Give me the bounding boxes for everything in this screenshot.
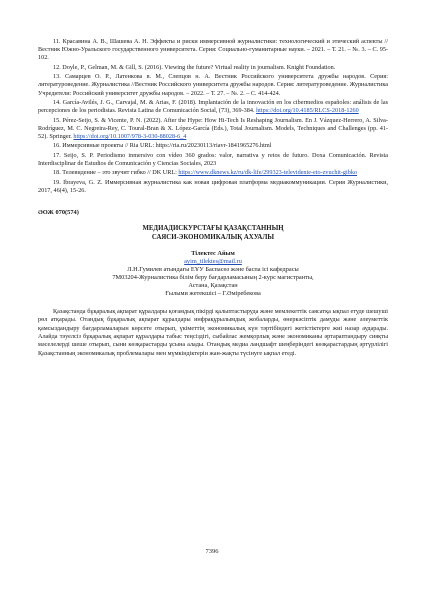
author-email-link[interactable]: ayim_tilektes@mail.ru — [184, 258, 242, 266]
abstract-paragraph: Қазақстанда бұқаралық ақпарат құралдары қоғамдық пікірді қалыптастыруда және мемлекеттік саясатқа ықпал етуде шешуші рөл атқарады. Отандық бұқаралық ақпарат құралдары инфрақұрылымдық жобаларды, өнеркәсіптік дамуды және әлеуметтік қамсыздандыру бағдарламаларын көрсете отырып, үкіметтің экономикалық күн тәртібіндегі жетістіктерге жиі назар аударады. Алайда тәуелсіз бұқаралық ақпарат құралдары табыс теңсіздігі, сыбайлас жемқорлық және экономиканы әртараптандыру сияқты мәселелерді шеше отырып, сыни көзқарастарды ұсына алады. Отандық медиа ландшафт шеңберіндегі көзқарастардың әртүрлілігі Қазақстанның экономикалық проблемалары мен мүмкіндіктерін жан-жақты түсінуге ықпал етеді. — [38, 308, 388, 357]
page-number: 7396 — [205, 548, 219, 555]
title-line: САЯСИ-ЭКОНОМИКАЛЫҚ АХУАЛЫ — [151, 234, 275, 242]
reference-item: 13. Самарцев О. Р., Латенкова в. М., Слепцов н. А. Вестник Российского университета дружбы народов. Серия: литературоведение. Журналистика //Вестник Российского университета дружбы народов. Серия: литературоведение. Журналистика Учредители: Российский университет дружбы народов. – 2022. – Т. 27. – №. 2. – С. 414-424. — [38, 73, 388, 97]
reference-doi-link[interactable]: https://doi.org/10.4185/RLCS-2018-1260 — [256, 107, 359, 115]
author-advisor: Ғылыми жетекшісі – Г.Әміребекова — [165, 290, 261, 298]
reference-item: 15. Pérez-Seijo, S. & Vicente, P. N. (2022). After the Hype: How Hi-Tech Is Reshaping Journalism. En J. Vázquez-Herrero, A. Silva- Rodríguez, M. C. Negreira-Rey, C. Toural-Bran & X. López-García (Eds.), Total Journalism. Models, Techniques and Challenges (pp. 41-52). Springer. https://doi.org/10.1007/978-3-030-88028-6_4 — [38, 116, 388, 140]
reference-item: 17. Seijo, S. P. Periodismo inmersivo con vídeo 360 grados: valor, narrativa y retos de futuro. Doxa Comunicación. Revista Interdisciplinar de Estudios de Comunicación y Ciencias Sociales, 2023 — [38, 151, 388, 167]
reference-item: 14. García-Avilés, J. G., Carvajal, M. & Arias, F. (2018). Implantación de la innovación en los cibermedios españoles: análisis de las percepciones de los periodistas. Revista Latina de Comunicación Social, (73), 369-384. https://doi.org/10.4185/RLCS-2018-1260 — [38, 98, 388, 115]
reference-url-link[interactable]: https://www.dknews.kz/ru/dk-life/299323-televidenie-eto-zvuchit-gibko — [178, 169, 358, 177]
reference-item: 11. Красавина А. В., Шашева А. Н. Эффекты и риски иммерсивной журналистики: технологический и этический аспекты //Вестник Южно-Уральского государственного университета. Серия: Социально-гуманитарные науки. – 2021. – Т. 21. – №. 3. – С. 95-102. — [38, 38, 388, 62]
reference-list — [38, 38, 388, 195]
author-affiliation: Л.Н.Гумилев атындағы ЕҰУ Баспасөз және баспа ісі кафедрасы — [127, 266, 299, 274]
reference-item: 16. Иммерсивные проекты // Ria URL: https://ria.ru/20230113/riavr-1841965276.html — [53, 142, 272, 150]
reference-item: 19. Ibrayeva, G. Z. Иммерсивная журналистика как новая цифровая платформа медиакоммуникации. Серия Журналистики, 2017, 46(4), 15-26. — [38, 178, 388, 194]
title-line: МЕДИАДИСКУРСТАҒЫ ҚАЗАҚСТАННЫҢ — [142, 225, 284, 233]
author-block — [38, 250, 388, 298]
article-title — [38, 224, 388, 242]
reference-item: 18. Телевидение – это звучит гибко // DK URL: https://www.dknews.kz/ru/dk-life/299323-televidenie-eto-zvuchit-gibko — [53, 169, 358, 177]
udc-code: ӘОЖ 070(574) — [38, 209, 79, 217]
author-program: 7М03204-Журналистика білім беру бағдарламасының 2-курс магистранты, — [112, 274, 314, 282]
reference-doi-link[interactable]: https://doi.org/10.1007/978-3-030-88028-6_4 — [73, 132, 187, 140]
author-location: Астана, Қазақстан — [188, 282, 238, 290]
author-name: Тілектес Айым — [191, 250, 235, 258]
reference-item: 12. Doyle, P., Gelman, M. & Gill, S. (2016). Viewing the future? Virtual reality in journalism. Knight Foundation. — [53, 63, 336, 71]
